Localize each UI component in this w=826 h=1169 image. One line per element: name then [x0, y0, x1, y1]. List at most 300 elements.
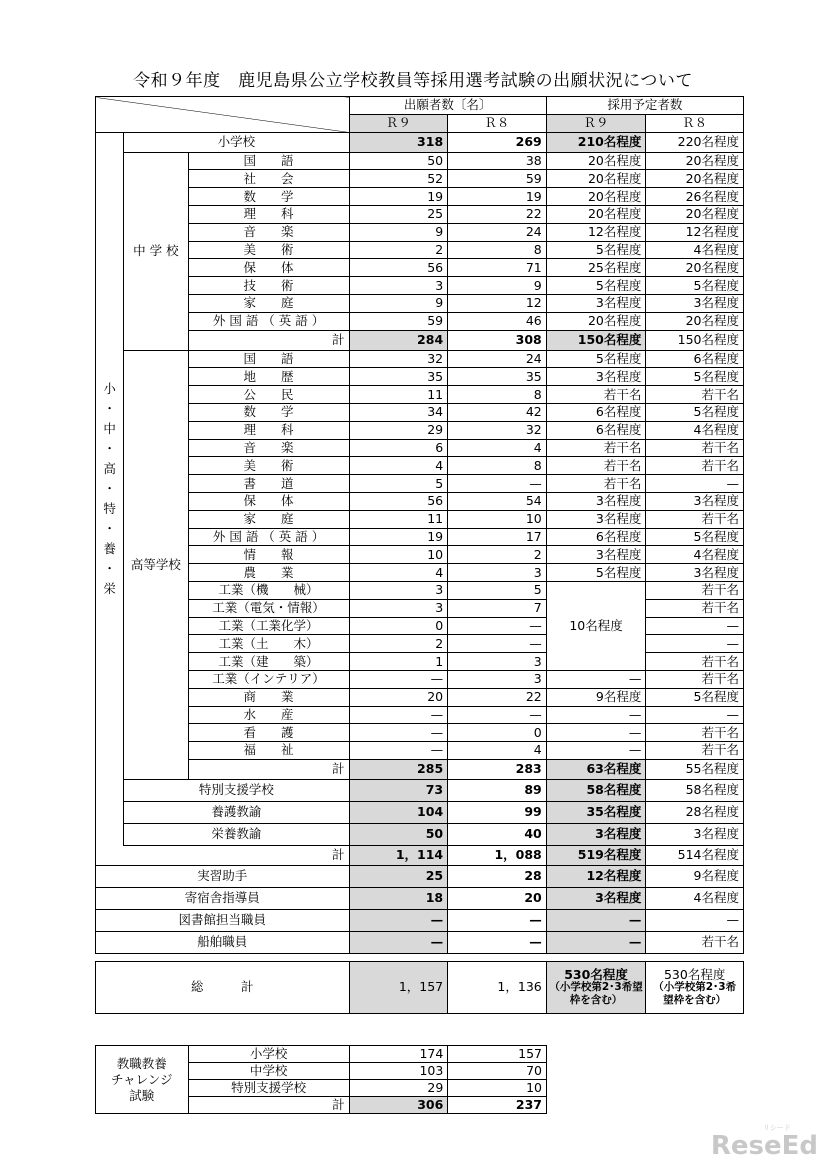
middle-total-row: [96, 330, 744, 350]
high-row: [96, 724, 744, 742]
applicants-r8: 5: [448, 581, 547, 599]
applicants-r8: —: [448, 706, 547, 724]
subject-label: 数 学: [188, 188, 349, 206]
planned-r8: 5名程度: [646, 528, 744, 546]
applicants-r8: 9: [448, 277, 547, 295]
applicants-r9: 35: [349, 368, 448, 386]
applications-table: [95, 96, 744, 1014]
high-row: [96, 599, 744, 617]
applicants-r8: 40: [448, 823, 547, 845]
applicants-r9: 73: [349, 779, 448, 801]
high-row: [96, 546, 744, 564]
page-title: 令和９年度 鹿児島県公立学校教員等採用選考試験の出願状況について: [133, 71, 693, 91]
high-row: [96, 653, 744, 671]
applicants-r9: 3: [349, 581, 448, 599]
applicants-r8: 20: [448, 887, 547, 909]
applicants-r8: 7: [448, 599, 547, 617]
high-row: [96, 742, 744, 760]
planned-r9: 35名程度: [546, 801, 646, 823]
high-school-label: 高等学校: [124, 350, 188, 779]
challenge-table: [95, 1045, 547, 1114]
subject-label: 水 産: [188, 706, 349, 724]
planned-r8: [646, 961, 744, 1013]
planned-r8: 150名程度: [646, 330, 744, 350]
subject-label: 看 護: [188, 724, 349, 742]
middle-row: [96, 294, 744, 312]
staff-label: 図書館担当職員: [96, 909, 350, 931]
planned-r9: 3名程度: [546, 546, 646, 564]
subject-label: 社 会: [188, 170, 349, 188]
applicants-r9: —: [349, 670, 448, 688]
applicants-r8: 308: [448, 330, 547, 350]
header-row-1: [96, 97, 744, 115]
applicants-r8: 8: [448, 457, 547, 475]
applicants-r9: 1，157: [349, 961, 448, 1013]
challenge-row: [96, 1046, 547, 1063]
planned-r9: 150名程度: [546, 330, 646, 350]
subject-label: 工業（建 築）: [188, 653, 349, 671]
subject-label: 外 国 語 （ 英 語 ）: [188, 528, 349, 546]
planned-r8: 若干名: [646, 653, 744, 671]
middle-school-label: 中 学 校: [124, 152, 188, 350]
group-label: 小 ・ 中 ・ 高 ・ 特 ・ 養 ・ 栄: [96, 132, 124, 845]
applicants-r9: 1: [349, 653, 448, 671]
high-total-row: [96, 759, 744, 779]
applicants-r8: —: [448, 475, 547, 493]
applicants-r8: —: [448, 909, 547, 931]
subject-label: 公 民: [188, 386, 349, 404]
middle-row: [96, 188, 744, 206]
planned-r8: 5名程度: [646, 368, 744, 386]
subject-label: 数 学: [188, 403, 349, 421]
applicants-r9: 3: [349, 277, 448, 295]
applicants-r8: 10: [448, 510, 547, 528]
applicants-r9: 56: [349, 259, 448, 277]
high-row: [96, 617, 744, 635]
applicants-r8: 22: [448, 688, 547, 706]
planned-r8: 6名程度: [646, 350, 744, 368]
planned-r8: 若干名: [646, 931, 744, 953]
applicants-r9: 9: [349, 294, 448, 312]
applicants-r8: 42: [448, 403, 547, 421]
applicants-r8: 32: [448, 421, 547, 439]
planned-r8: 5名程度: [646, 688, 744, 706]
applicants-r8: 70: [448, 1063, 547, 1080]
planned-r9: 6名程度: [546, 528, 646, 546]
planned-r8: 3名程度: [646, 492, 744, 510]
applicants-r8: 28: [448, 865, 547, 887]
applicants-r8: 2: [448, 546, 547, 564]
middle-row: [96, 170, 744, 188]
high-row: [96, 670, 744, 688]
year-r9: Ｒ９: [546, 114, 646, 132]
applicants-r9: 11: [349, 386, 448, 404]
applicants-r9: 25: [349, 865, 448, 887]
subject-label: 美 術: [188, 457, 349, 475]
elementary-row: [96, 132, 744, 152]
applicants-r9: 318: [349, 132, 448, 152]
applicants-r9: 4: [349, 457, 448, 475]
applicants-r9: 56: [349, 492, 448, 510]
teacher-total-row: [96, 845, 744, 865]
planned-r8: 若干名: [646, 724, 744, 742]
subject-label: 家 庭: [188, 294, 349, 312]
planned-main: 530名程度: [663, 966, 726, 982]
planned-r8: 20名程度: [646, 170, 744, 188]
planned-r8: 55名程度: [646, 759, 744, 779]
planned-r8: 20名程度: [646, 312, 744, 330]
industry-planned-r9: 10名程度: [546, 581, 646, 670]
special-label: 特別支援学校: [124, 779, 349, 801]
planned-note: （小学校第2･3希望枠を含む）: [653, 980, 737, 1006]
spacer: [96, 953, 744, 961]
applicants-r8: —: [448, 617, 547, 635]
applicants-r8: 24: [448, 223, 547, 241]
planned-r9: 20名程度: [546, 188, 646, 206]
staff-label: 実習助手: [96, 865, 350, 887]
applicants-r8: 35: [448, 368, 547, 386]
planned-r8: 若干名: [646, 742, 744, 760]
applicants-r9: 285: [349, 759, 448, 779]
high-row: [96, 386, 744, 404]
planned-r8: 若干名: [646, 670, 744, 688]
applicants-r8: 24: [448, 350, 547, 368]
high-row: [96, 564, 744, 582]
applicants-r9: 32: [349, 350, 448, 368]
planned-r9: 6名程度: [546, 421, 646, 439]
subject-label: 理 科: [188, 205, 349, 223]
high-row: [96, 688, 744, 706]
applicants-r8: 269: [448, 132, 547, 152]
applicants-r9: 11: [349, 510, 448, 528]
year-r8: Ｒ８: [646, 114, 744, 132]
other-row: [96, 887, 744, 909]
applicants-r9: 19: [349, 188, 448, 206]
applicants-r9: 19: [349, 528, 448, 546]
applicants-r9: 29: [349, 1080, 448, 1097]
planned-r8: 若干名: [646, 599, 744, 617]
applicants-r8: 17: [448, 528, 547, 546]
planned-r9: —: [546, 931, 646, 953]
year-r8: Ｒ８: [448, 114, 547, 132]
subject-label: 家 庭: [188, 510, 349, 528]
applicants-r8: 157: [448, 1046, 547, 1063]
applicants-r8: 46: [448, 312, 547, 330]
applicants-r8: —: [448, 931, 547, 953]
planned-r9: 5名程度: [546, 277, 646, 295]
high-row: [96, 439, 744, 457]
applicants-r8: 59: [448, 170, 547, 188]
planned-r8: 26名程度: [646, 188, 744, 206]
planned-r9: 519名程度: [546, 845, 646, 865]
high-row: [96, 368, 744, 386]
middle-row: [96, 312, 744, 330]
planned-r8: 3名程度: [646, 823, 744, 845]
subject-label: 工業（機 械）: [188, 581, 349, 599]
subject-label: 保 体: [188, 492, 349, 510]
planned-r8: 20名程度: [646, 205, 744, 223]
subject-label: 工業（工業化学）: [188, 617, 349, 635]
applicants-r9: —: [349, 931, 448, 953]
planned-r9: 若干名: [546, 475, 646, 493]
applicants-r9: 6: [349, 439, 448, 457]
applicants-r9: —: [349, 724, 448, 742]
subject-label: 福 祉: [188, 742, 349, 760]
staff-label: 船舶職員: [96, 931, 350, 953]
planned-r8: 3名程度: [646, 294, 744, 312]
middle-row: [96, 205, 744, 223]
planned-r9: 6名程度: [546, 403, 646, 421]
resed-logo: [710, 1124, 818, 1161]
applicants-r9: 25: [349, 205, 448, 223]
applicants-r8: 3: [448, 670, 547, 688]
planned-r9: [546, 961, 646, 1013]
applicants-r9: 59: [349, 312, 448, 330]
applicants-r8: 0: [448, 724, 547, 742]
teacher-total-label: 計: [96, 845, 350, 865]
subject-label: 保 体: [188, 259, 349, 277]
high-row: [96, 492, 744, 510]
planned-r9: —: [546, 706, 646, 724]
logo-subtext: リシード: [762, 1124, 791, 1132]
total-label: 計: [188, 330, 349, 350]
planned-r9: 25名程度: [546, 259, 646, 277]
applicants-r9: 306: [349, 1097, 448, 1114]
applicants-r9: 2: [349, 635, 448, 653]
planned-r9: 12名程度: [546, 223, 646, 241]
planned-main: 530名程度: [564, 966, 628, 982]
applicants-r8: 4: [448, 742, 547, 760]
applicants-r8: 19: [448, 188, 547, 206]
planned-r9: 3名程度: [546, 887, 646, 909]
nutrition-label: 栄養教諭: [124, 823, 349, 845]
subject-label: 書 道: [188, 475, 349, 493]
applicants-r9: 34: [349, 403, 448, 421]
planned-r9: 若干名: [546, 457, 646, 475]
planned-r8: —: [646, 706, 744, 724]
planned-r9: —: [546, 909, 646, 931]
applicants-r8: 12: [448, 294, 547, 312]
school-label: 特別支援学校: [188, 1080, 349, 1097]
planned-r8: 若干名: [646, 386, 744, 404]
subject-label: 音 楽: [188, 439, 349, 457]
applicants-r9: 104: [349, 801, 448, 823]
applicants-r8: —: [448, 635, 547, 653]
applicants-r9: 29: [349, 421, 448, 439]
applicants-r8: 237: [448, 1097, 547, 1114]
applicants-r9: 9: [349, 223, 448, 241]
school-label: 小学校: [188, 1046, 349, 1063]
planned-r8: 20名程度: [646, 259, 744, 277]
middle-row: [96, 223, 744, 241]
applicants-r9: —: [349, 742, 448, 760]
subject-label: 理 科: [188, 421, 349, 439]
planned-r9: 5名程度: [546, 350, 646, 368]
applicants-r8: 99: [448, 801, 547, 823]
total-label: 計: [188, 1097, 349, 1114]
special-row: [96, 779, 744, 801]
applicants-r9: 50: [349, 823, 448, 845]
elementary-label: 小学校: [124, 132, 349, 152]
planned-r8: 58名程度: [646, 779, 744, 801]
planned-r8: 若干名: [646, 457, 744, 475]
planned-r8: —: [646, 617, 744, 635]
applicants-r9: 3: [349, 599, 448, 617]
planned-r9: 3名程度: [546, 823, 646, 845]
subject-label: 音 楽: [188, 223, 349, 241]
planned-r9: 若干名: [546, 439, 646, 457]
planned-r9: —: [546, 670, 646, 688]
applicants-r8: 8: [448, 241, 547, 259]
planned-r8: 4名程度: [646, 241, 744, 259]
subject-label: 工業（電気・情報）: [188, 599, 349, 617]
subject-label: 工業（インテリア）: [188, 670, 349, 688]
applicants-r9: 103: [349, 1063, 448, 1080]
applicants-r8: 54: [448, 492, 547, 510]
planned-r9: 210名程度: [546, 132, 646, 152]
spacer-row: [96, 953, 744, 961]
middle-row: [96, 152, 744, 170]
high-row: [96, 421, 744, 439]
planned-r9: 3名程度: [546, 294, 646, 312]
applicants-r8: 22: [448, 205, 547, 223]
applicants-header: 出願者数〔名〕: [349, 97, 546, 115]
applicants-r9: 52: [349, 170, 448, 188]
planned-r8: 若干名: [646, 510, 744, 528]
applicants-r9: 1，114: [349, 845, 448, 865]
other-row: [96, 865, 744, 887]
high-row: [96, 635, 744, 653]
high-row: [96, 510, 744, 528]
applicants-r8: 3: [448, 653, 547, 671]
planned-r8: 514名程度: [646, 845, 744, 865]
planned-r8: 3名程度: [646, 564, 744, 582]
nurse-row: [96, 801, 744, 823]
planned-r8: 若干名: [646, 581, 744, 599]
subject-label: 国 語: [188, 152, 349, 170]
subject-label: 美 術: [188, 241, 349, 259]
corner-cell: [96, 97, 350, 133]
applicants-r8: 283: [448, 759, 547, 779]
planned-r8: 若干名: [646, 439, 744, 457]
planned-r9: 9名程度: [546, 688, 646, 706]
applicants-r8: 1，088: [448, 845, 547, 865]
year-r9: Ｒ９: [349, 114, 448, 132]
planned-r9: 20名程度: [546, 205, 646, 223]
subject-label: 商 業: [188, 688, 349, 706]
planned-r9: 5名程度: [546, 241, 646, 259]
applicants-r8: 38: [448, 152, 547, 170]
planned-r8: 4名程度: [646, 887, 744, 909]
applicants-r9: —: [349, 706, 448, 724]
planned-r9: 若干名: [546, 386, 646, 404]
planned-r9: —: [546, 742, 646, 760]
planned-r8: 4名程度: [646, 546, 744, 564]
other-row: [96, 909, 744, 931]
applicants-r8: 1，136: [448, 961, 547, 1013]
planned-r8: 28名程度: [646, 801, 744, 823]
planned-r9: 63名程度: [546, 759, 646, 779]
applicants-r8: 89: [448, 779, 547, 801]
planned-r9: 3名程度: [546, 368, 646, 386]
planned-r9: 20名程度: [546, 312, 646, 330]
applicants-r8: 71: [448, 259, 547, 277]
planned-header: 採用予定者数: [546, 97, 743, 115]
planned-r9: 3名程度: [546, 492, 646, 510]
applicants-r9: 50: [349, 152, 448, 170]
other-row: [96, 931, 744, 953]
planned-r9: 12名程度: [546, 865, 646, 887]
applicants-r9: —: [349, 909, 448, 931]
planned-r8: 20名程度: [646, 152, 744, 170]
high-row: [96, 706, 744, 724]
planned-r8: 9名程度: [646, 865, 744, 887]
high-row: [96, 350, 744, 368]
applicants-r8: 4: [448, 439, 547, 457]
planned-r9: —: [546, 724, 646, 742]
applicants-r9: 284: [349, 330, 448, 350]
applicants-r8: 8: [448, 386, 547, 404]
middle-row: [96, 259, 744, 277]
planned-r9: 3名程度: [546, 510, 646, 528]
staff-label: 寄宿舎指導員: [96, 887, 350, 909]
applicants-r9: 10: [349, 546, 448, 564]
applicants-r9: 174: [349, 1046, 448, 1063]
applicants-r9: 4: [349, 564, 448, 582]
applicants-r8: 10: [448, 1080, 547, 1097]
challenge-label: 教職教養 チャレンジ 試験: [96, 1046, 189, 1114]
planned-r8: 12名程度: [646, 223, 744, 241]
applicants-r9: 20: [349, 688, 448, 706]
planned-r8: 220名程度: [646, 132, 744, 152]
planned-r8: —: [646, 635, 744, 653]
subject-label: 外 国 語 （ 英 語 ）: [188, 312, 349, 330]
total-label: 計: [188, 759, 349, 779]
grand-total-row: [96, 961, 744, 1013]
nurse-label: 養護教諭: [124, 801, 349, 823]
high-row: [96, 581, 744, 599]
applicants-r9: 0: [349, 617, 448, 635]
planned-r9: 20名程度: [546, 170, 646, 188]
high-row: [96, 528, 744, 546]
planned-r8: —: [646, 909, 744, 931]
planned-r8: —: [646, 475, 744, 493]
subject-label: 国 語: [188, 350, 349, 368]
high-row: [96, 475, 744, 493]
school-label: 中学校: [188, 1063, 349, 1080]
logo-text: ReseEd: [710, 1131, 818, 1161]
subject-label: 情 報: [188, 546, 349, 564]
applicants-r9: 2: [349, 241, 448, 259]
planned-r8: 5名程度: [646, 277, 744, 295]
planned-r9: 20名程度: [546, 152, 646, 170]
applicants-r9: 18: [349, 887, 448, 909]
middle-row: [96, 241, 744, 259]
high-row: [96, 457, 744, 475]
subject-label: 工業（土 木）: [188, 635, 349, 653]
planned-note: （小学校第2･3希望枠を含む）: [549, 980, 643, 1006]
planned-r9: 5名程度: [546, 564, 646, 582]
subject-label: 技 術: [188, 277, 349, 295]
subject-label: 農 業: [188, 564, 349, 582]
planned-r8: 4名程度: [646, 421, 744, 439]
applicants-r8: 3: [448, 564, 547, 582]
applicants-r9: 5: [349, 475, 448, 493]
middle-row: [96, 277, 744, 295]
high-row: [96, 403, 744, 421]
planned-r8: 5名程度: [646, 403, 744, 421]
subject-label: 地 歴: [188, 368, 349, 386]
